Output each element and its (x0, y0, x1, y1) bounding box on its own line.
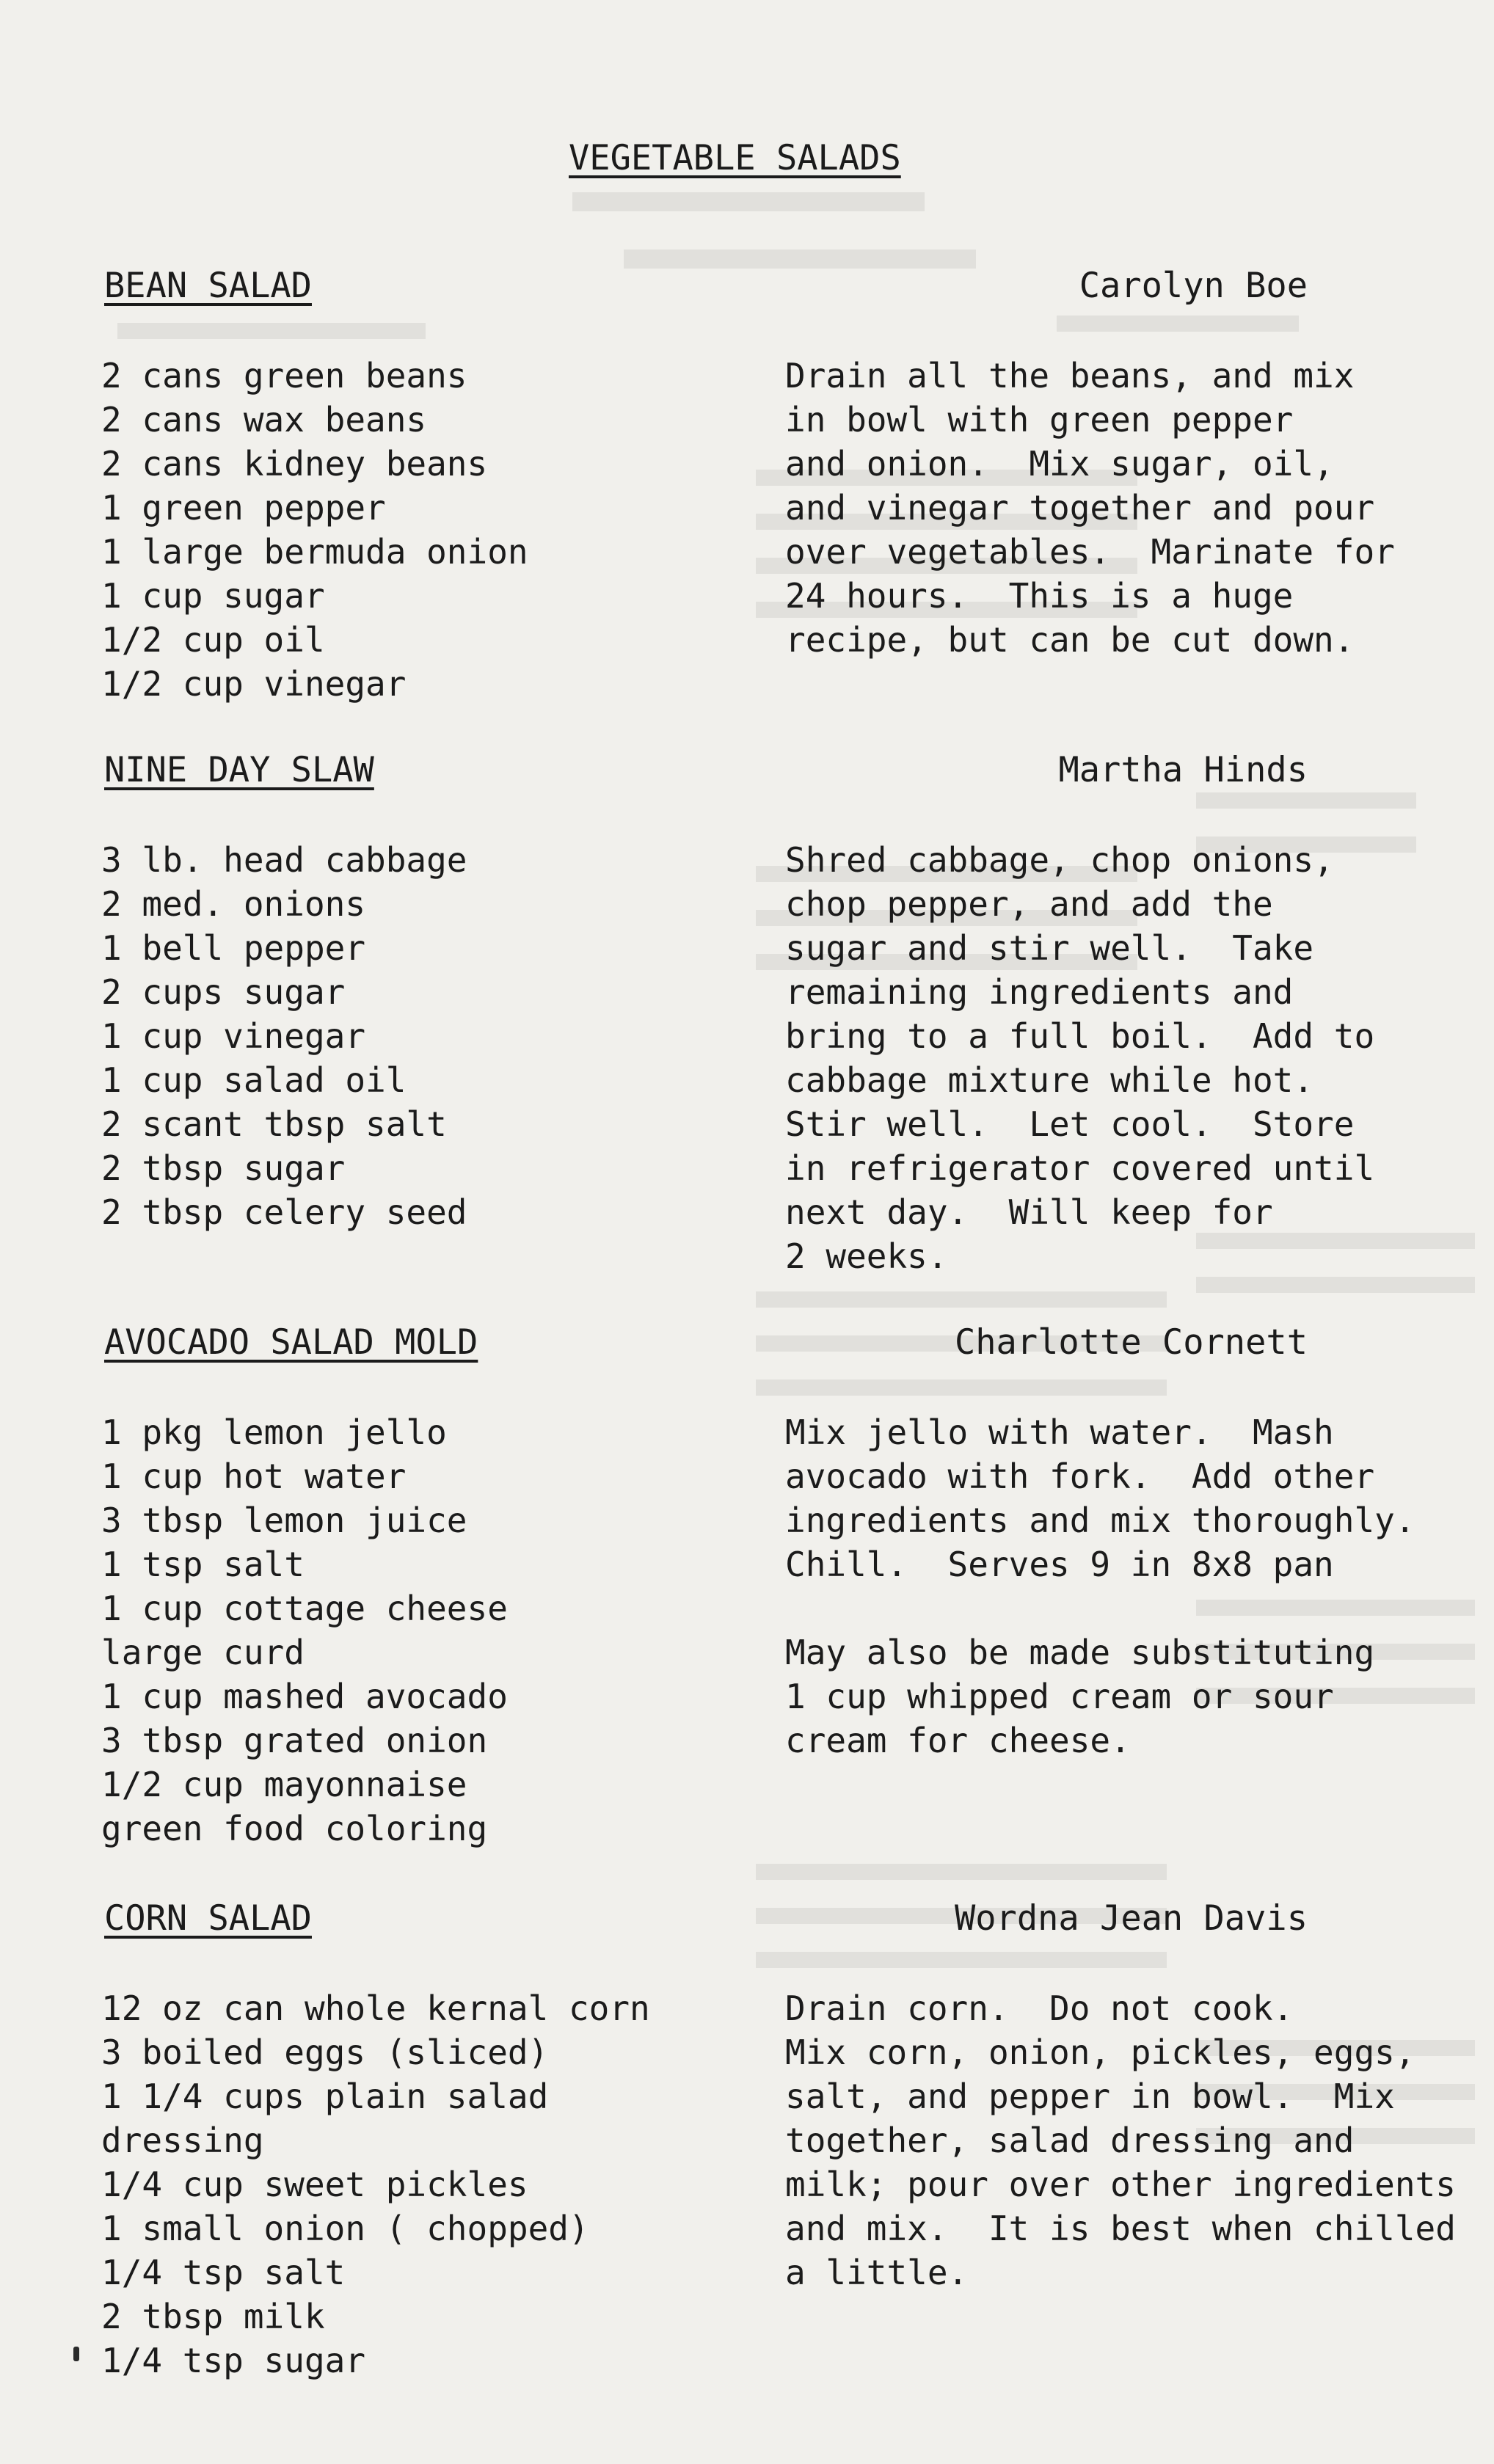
direction-line: salt, and pepper in bowl. Mix (785, 2077, 1395, 2116)
ingredient-item: 2 tbsp sugar (101, 1148, 346, 1188)
ingredient-item: 1 tsp salt (101, 1545, 305, 1584)
ingredient-list (101, 1410, 508, 1851)
ingredient-item: 12 oz can whole kernal corn (101, 1989, 650, 2028)
direction-line: Chill. Serves 9 in 8x8 pan (785, 1545, 1334, 1584)
note-line: May also be made substituting (785, 1633, 1375, 1672)
ingredient-item: large curd (101, 1633, 305, 1672)
note-line: 1 cup whipped cream or sour (785, 1677, 1334, 1716)
recipe-name: AVOCADO SALAD MOLD (104, 1322, 478, 1363)
direction-line: recipe, but can be cut down. (785, 620, 1355, 660)
direction-line: Mix corn, onion, pickles, eggs, (785, 2033, 1415, 2072)
ingredient-list (101, 838, 467, 1234)
direction-line: a little. (785, 2253, 969, 2292)
ingredient-item: 1 cup cottage cheese (101, 1589, 508, 1628)
ingredient-item: 2 cans kidney beans (101, 444, 488, 484)
direction-line: together, salad dressing and (785, 2121, 1355, 2160)
recipe-author: Carolyn Boe (1079, 266, 1308, 306)
ingredient-item: 1/2 cup mayonnaise (101, 1765, 467, 1804)
direction-line: milk; pour over other ingredients (785, 2165, 1456, 2204)
ingredient-item: 1 large bermuda onion (101, 532, 528, 572)
ingredient-item: 1 bell pepper (101, 928, 366, 968)
ingredient-item: 2 cups sugar (101, 972, 346, 1012)
direction-line: 2 weeks. (785, 1236, 948, 1276)
ingredient-list (101, 1986, 650, 2383)
ingredient-item: 2 scant tbsp salt (101, 1104, 447, 1144)
ingredient-item: 1 cup sugar (101, 576, 325, 616)
direction-line: Mix jello with water. Mash (785, 1413, 1334, 1452)
ingredient-item: 1/2 cup oil (101, 620, 325, 660)
page-title: VEGETABLE SALADS (569, 138, 901, 178)
ingredient-item: 2 tbsp celery seed (101, 1192, 467, 1232)
ingredient-item: 1/4 tsp sugar (101, 2341, 366, 2380)
ingredient-item: 1/4 tsp salt (101, 2253, 346, 2292)
direction-line: bring to a full boil. Add to (785, 1016, 1375, 1056)
recipe-name: BEAN SALAD (104, 266, 312, 306)
direction-line: Drain all the beans, and mix (785, 356, 1355, 396)
directions (785, 838, 1374, 1278)
ingredient-item: 1 small onion ( chopped) (101, 2209, 589, 2248)
direction-line: in refrigerator covered until (785, 1148, 1375, 1188)
ingredient-item: 1 1/4 cups plain salad (101, 2077, 549, 2116)
direction-line: next day. Will keep for (785, 1192, 1273, 1232)
ingredient-list (101, 354, 528, 706)
ingredient-item: 2 tbsp milk (101, 2297, 325, 2336)
direction-line: Stir well. Let cool. Store (785, 1104, 1355, 1144)
ingredient-item: 3 tbsp lemon juice (101, 1501, 467, 1540)
direction-line: 24 hours. This is a huge (785, 576, 1294, 616)
ingredient-item: 1 cup salad oil (101, 1060, 407, 1100)
ingredient-item: 1 green pepper (101, 488, 386, 528)
direction-line: and vinegar together and pour (785, 488, 1375, 528)
ingredient-item: 1 cup hot water (101, 1457, 407, 1496)
recipe-name: CORN SALAD (104, 1898, 312, 1939)
ingredient-item: 2 cans green beans (101, 356, 467, 396)
recipe-author: Wordna Jean Davis (954, 1898, 1308, 1939)
margin-ink-mark (73, 2347, 79, 2361)
recipe-author: Martha Hinds (1058, 750, 1308, 790)
ingredient-item: 1 cup mashed avocado (101, 1677, 508, 1716)
directions (785, 354, 1395, 662)
direction-line: over vegetables. Marinate for (785, 532, 1395, 572)
note-line: cream for cheese. (785, 1721, 1131, 1760)
direction-line: Shred cabbage, chop onions, (785, 840, 1334, 880)
direction-line: ingredients and mix thoroughly. (785, 1501, 1415, 1540)
direction-line: cabbage mixture while hot. (785, 1060, 1314, 1100)
ingredient-item: 2 cans wax beans (101, 400, 427, 440)
direction-line: chop pepper, and add the (785, 884, 1273, 924)
direction-line: and onion. Mix sugar, oil, (785, 444, 1334, 484)
direction-line: avocado with fork. Add other (785, 1457, 1375, 1496)
direction-line: remaining ingredients and (785, 972, 1294, 1012)
directions (785, 1986, 1456, 2294)
recipe-name: NINE DAY SLAW (104, 750, 374, 790)
direction-line: Drain corn. Do not cook. (785, 1989, 1294, 2028)
directions (785, 1410, 1415, 1763)
ingredient-item: 1 pkg lemon jello (101, 1413, 447, 1452)
ingredient-item: 3 lb. head cabbage (101, 840, 467, 880)
ingredient-item: 1/2 cup vinegar (101, 664, 407, 704)
recipe-author: Charlotte Cornett (954, 1322, 1308, 1363)
direction-line: in bowl with green pepper (785, 400, 1294, 440)
ingredient-item: 3 boiled eggs (sliced) (101, 2033, 549, 2072)
ingredient-item: 1/4 cup sweet pickles (101, 2165, 528, 2204)
ingredient-item: 2 med. onions (101, 884, 366, 924)
direction-line: and mix. It is best when chilled (785, 2209, 1456, 2248)
ingredient-item: green food coloring (101, 1809, 488, 1848)
direction-line: sugar and stir well. Take (785, 928, 1314, 968)
ingredient-item: 3 tbsp grated onion (101, 1721, 488, 1760)
ingredient-item: 1 cup vinegar (101, 1016, 366, 1056)
ingredient-item: dressing (101, 2121, 264, 2160)
